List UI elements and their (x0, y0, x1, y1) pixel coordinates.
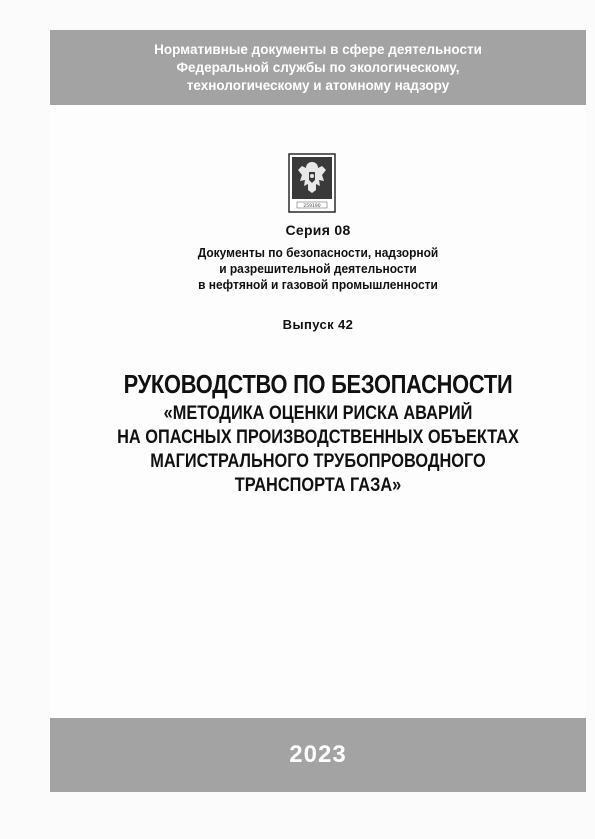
subtitle-line: «МЕТОДИКА ОЦЕНКИ РИСКА АВАРИЙ (163, 403, 473, 424)
subtitle-line: ТРАНСПОРТА ГАЗА» (234, 475, 402, 496)
header-line: Федеральной службы по экологическому, (176, 59, 460, 75)
header-line: Нормативные документы в сфере деятельности (154, 41, 482, 57)
series-label: Серия 08 (285, 222, 351, 238)
series-description-line: Документы по безопасности, надзорной (197, 245, 439, 260)
header-line: технологическому и атомному надзору (186, 77, 450, 93)
series-description-line: в нефтяной и газовой промышленности (198, 277, 438, 292)
issue-label: Выпуск 42 (282, 317, 354, 332)
subtitle-line: НА ОПАСНЫХ ПРОИЗВОДСТВЕННЫХ ОБЪЕКТАХ (117, 427, 519, 448)
rostekhnadzor-eagle-emblem-icon (288, 153, 336, 213)
publication-year: 2023 (289, 741, 347, 768)
subtitle-line: МАГИСТРАЛЬНОГО ТРУБОПРОВОДНОГО (150, 451, 486, 472)
header-band (50, 30, 586, 105)
series-description-line: и разрешительной деятельности (219, 261, 417, 276)
emblem-caption: 259190 (303, 204, 321, 209)
document-subtitle (50, 402, 586, 498)
document-title: РУКОВОДСТВО ПО БЕЗОПАСНОСТИ (123, 369, 513, 399)
footer-band (50, 718, 586, 792)
document-cover (50, 30, 586, 792)
series-description (50, 245, 586, 293)
